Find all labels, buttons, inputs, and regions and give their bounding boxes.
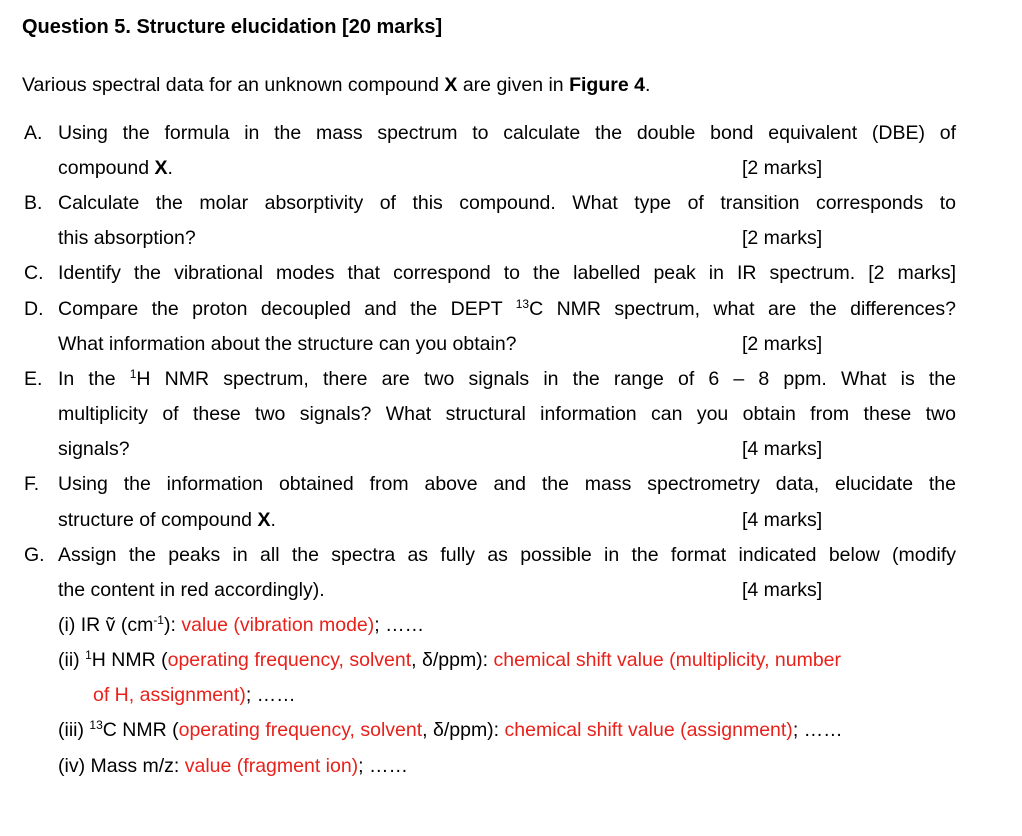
- part-a-line2: [58, 156, 173, 180]
- intro-mid: are given in: [457, 74, 570, 96]
- format-ir-sup: -1: [153, 613, 164, 627]
- format-hnmr-cont: [93, 683, 296, 707]
- part-c-letter: C.: [24, 262, 44, 284]
- part-f-compound: X: [257, 509, 271, 531]
- part-e-line1: [58, 367, 956, 391]
- part-a-marks: [2 marks]: [742, 157, 823, 179]
- part-d-line1-pre: Compare the proton decoupled and the DEPT: [58, 298, 516, 320]
- intro-text: [22, 74, 650, 97]
- intro-compound: X: [444, 74, 458, 96]
- part-d-sup: 13: [515, 297, 530, 311]
- format-cnmr-mid: , δ/ppm):: [422, 719, 505, 741]
- format-cnmr: [58, 718, 843, 742]
- part-d-letter: D.: [24, 298, 44, 320]
- part-g-letter: G.: [24, 544, 45, 566]
- part-g-marks: [4 marks]: [742, 579, 823, 601]
- part-e-line1-post: H NMR spectrum, there are two signals in the range of 6 – 8 ppm. What is the: [136, 368, 956, 390]
- format-hnmr-conditions: operating frequency, solvent: [167, 649, 412, 671]
- format-hnmr-tail: ; ……: [245, 684, 296, 706]
- intro-figure-ref: Figure 4: [569, 74, 645, 96]
- part-d-line1-post: C NMR spectrum, what are the differences?: [529, 298, 956, 320]
- part-g-line2: the content in red accordingly).: [58, 579, 325, 601]
- format-hnmr-mid: , δ/ppm):: [411, 649, 494, 671]
- part-e-line1-pre: In the: [58, 368, 130, 390]
- part-f-line2-text: structure of compound: [58, 509, 258, 531]
- format-ir-tail: ; ……: [374, 614, 425, 636]
- part-f-line2-end: .: [270, 509, 276, 531]
- part-b-letter: B.: [24, 192, 43, 214]
- format-hnmr-nucleus: H NMR (: [91, 649, 168, 671]
- part-d-line2: What information about the structure can you obtain?: [58, 333, 517, 355]
- part-g-line1: Assign the peaks in all the spectra as fully as possible in the format indicated below (modify: [58, 544, 956, 566]
- format-cnmr-nucleus: C NMR (: [102, 719, 179, 741]
- format-ir-colon: ):: [163, 614, 182, 636]
- format-hnmr-sup: 1: [85, 648, 92, 662]
- format-ir-placeholder: value (vibration mode): [181, 614, 375, 636]
- format-cnmr-label: (iii): [58, 719, 90, 741]
- format-cnmr-shift: chemical shift value (assignment): [504, 719, 793, 741]
- part-b-line1: Calculate the molar absorptivity of this compound. What type of transition corresponds to: [58, 192, 956, 214]
- part-f-line1: Using the information obtained from above and the mass spectrometry data, elucidate the: [58, 473, 956, 495]
- part-d-line1: [58, 297, 956, 321]
- format-ms-placeholder: value (fragment ion): [184, 755, 359, 777]
- format-ir-label: (i) IR ṽ (cm: [58, 614, 154, 636]
- format-ms-label: (iv) Mass m/z:: [58, 755, 185, 777]
- part-a-line2-end: .: [167, 157, 173, 179]
- format-hnmr-label: (ii): [58, 649, 86, 671]
- part-a-compound: X: [154, 157, 168, 179]
- format-hnmr: [58, 648, 841, 672]
- intro-post: .: [644, 74, 651, 96]
- part-d-marks: [2 marks]: [742, 333, 823, 355]
- format-ms: [58, 754, 408, 778]
- part-f-line2: [58, 508, 276, 532]
- intro-pre: Various spectral data for an unknown compound: [22, 74, 445, 96]
- part-f-letter: F.: [24, 473, 40, 495]
- format-hnmr-assignment: of H, assignment): [93, 684, 246, 706]
- part-e-marks: [4 marks]: [742, 438, 823, 460]
- part-e-line2: multiplicity of these two signals? What structural information can you obtain from these two: [58, 403, 956, 425]
- format-hnmr-shift: chemical shift value (multiplicity, number: [493, 649, 842, 671]
- part-b-line2: this absorption?: [58, 227, 196, 249]
- part-a-line1: Using the formula in the mass spectrum to calculate the double bond equivalent (DBE) of: [58, 122, 956, 144]
- part-c-line1: Identify the vibrational modes that correspond to the labelled peak in IR spectrum. [2 marks]: [58, 262, 956, 284]
- format-ms-tail: ; ……: [358, 755, 409, 777]
- part-a-letter: A.: [24, 122, 43, 144]
- part-e-line3: signals?: [58, 438, 130, 460]
- part-e-letter: E.: [24, 368, 43, 390]
- part-e-sup: 1: [129, 367, 137, 381]
- part-a-line2-text: compound: [58, 157, 155, 179]
- part-b-marks: [2 marks]: [742, 227, 823, 249]
- format-ir: [58, 613, 424, 637]
- format-cnmr-sup: 13: [89, 718, 103, 732]
- part-f-marks: [4 marks]: [742, 509, 823, 531]
- format-cnmr-conditions: operating frequency, solvent: [178, 719, 423, 741]
- format-cnmr-tail: ; ……: [792, 719, 843, 741]
- question-title: Question 5. Structure elucidation [20 marks]: [22, 16, 443, 38]
